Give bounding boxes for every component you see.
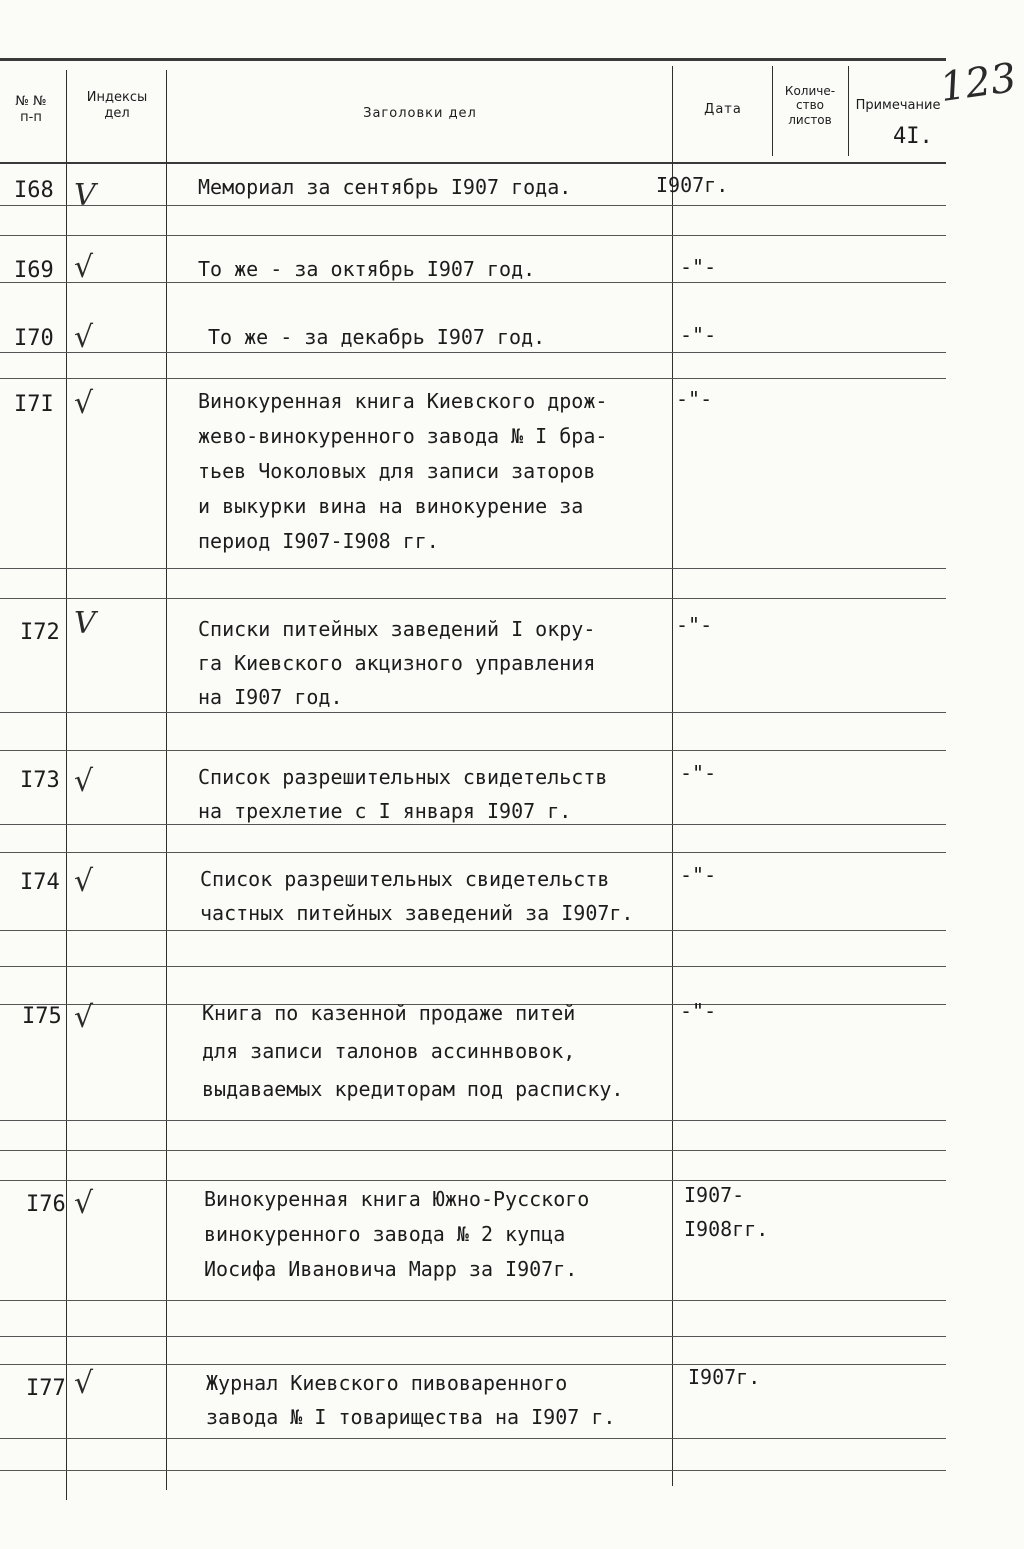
- col-divider-sheets: [848, 66, 849, 156]
- row-number: I72: [20, 620, 60, 645]
- row-number: I76: [26, 1192, 66, 1217]
- row-title: Список разрешительных свидетельств на трехлетие с I января I907 г.: [198, 765, 608, 823]
- stamped-page-number: 123: [937, 54, 1020, 112]
- row-date: -"-: [676, 387, 713, 411]
- row-date: -"-: [680, 999, 717, 1023]
- header-bottom-border: [0, 162, 946, 164]
- row-rule: [0, 378, 946, 379]
- checkmark-icon: √: [74, 320, 94, 355]
- row-number: I70: [14, 326, 54, 351]
- row-number: I7I: [14, 392, 54, 417]
- row-rule: [0, 1180, 946, 1181]
- row-number: I68: [14, 178, 54, 203]
- row-date: -"-: [676, 613, 713, 637]
- row-title: То же - за октябрь I907 год.: [198, 257, 536, 281]
- row-title: Список разрешительных свидетельств частных питейных заведений за I907г.: [200, 867, 634, 925]
- col-divider-index: [166, 70, 167, 1490]
- row-rule: [0, 1364, 946, 1365]
- row-rule: [0, 930, 946, 931]
- checkmark-icon: √: [74, 1000, 94, 1035]
- header-index: Индексы дел: [86, 90, 148, 121]
- row-title: Списки питейных заведений I окру- га Киевского акцизного управления на I907 год.: [198, 617, 596, 709]
- row-rule: [0, 1300, 946, 1301]
- col-divider-date: [772, 66, 773, 156]
- row-number: I69: [14, 258, 54, 283]
- checkmark-icon: √: [74, 1186, 94, 1221]
- header-number: № № п-п: [15, 94, 47, 125]
- row-rule: [0, 205, 946, 206]
- header-note: Примечание: [855, 98, 941, 113]
- row-title: То же - за декабрь I907 год.: [208, 325, 546, 349]
- row-rule: [0, 852, 946, 853]
- checkmark-icon: √: [74, 864, 94, 899]
- row-rule: [0, 1470, 946, 1471]
- row-rule: [0, 1438, 946, 1439]
- row-number: I77: [26, 1376, 66, 1401]
- header-date: Дата: [704, 102, 742, 117]
- row-title: Журнал Киевского пивоваренного завода № I товарищества на I907 г.: [206, 1371, 616, 1429]
- row-date: -"-: [680, 323, 717, 347]
- row-rule: [0, 750, 946, 751]
- header-sheets: Количе- ство листов: [784, 84, 836, 127]
- row-date: -"-: [680, 761, 717, 785]
- row-rule: [0, 966, 946, 967]
- row-title: Книга по казенной продаже питей для записи талонов ассиннвовок, выдаваемых кредиторам под расписку.: [202, 1001, 624, 1101]
- checkmark-icon: √: [74, 1366, 94, 1401]
- row-date: -"-: [680, 255, 717, 279]
- row-date: I907- I908гг.: [684, 1183, 769, 1241]
- checkmark-icon: V: [74, 606, 96, 641]
- checkmark-icon: √: [74, 250, 94, 285]
- row-rule: [0, 1336, 946, 1337]
- checkmark-icon: V: [74, 178, 96, 213]
- row-number: I75: [22, 1004, 62, 1029]
- table-top-border: [0, 58, 946, 61]
- row-date: I907г.: [656, 173, 729, 197]
- row-rule: [0, 1120, 946, 1121]
- sheet-total: 4I.: [893, 124, 933, 149]
- row-date: -"-: [680, 863, 717, 887]
- row-date: I907г.: [688, 1365, 761, 1389]
- row-number: I74: [20, 870, 60, 895]
- checkmark-icon: √: [74, 764, 94, 799]
- row-title: Винокуренная книга Киевского дрож- жево-винокуренного завода № I бра- тьев Чоколовых для записи заторов и выкурки вина на винокурение за период I907-I908 гг.: [198, 389, 608, 553]
- row-rule: [0, 598, 946, 599]
- checkmark-icon: √: [74, 386, 94, 421]
- row-title: Винокуренная книга Южно-Русского винокуренного завода № 2 купца Иосифа Ивановича Марр за I907г.: [204, 1187, 590, 1281]
- row-rule: [0, 235, 946, 236]
- header-title: Заголовки дел: [363, 106, 477, 121]
- row-rule: [0, 1150, 946, 1151]
- row-rule: [0, 568, 946, 569]
- row-title: Мемориал за сентябрь I907 года.: [198, 175, 572, 199]
- row-number: I73: [20, 768, 60, 793]
